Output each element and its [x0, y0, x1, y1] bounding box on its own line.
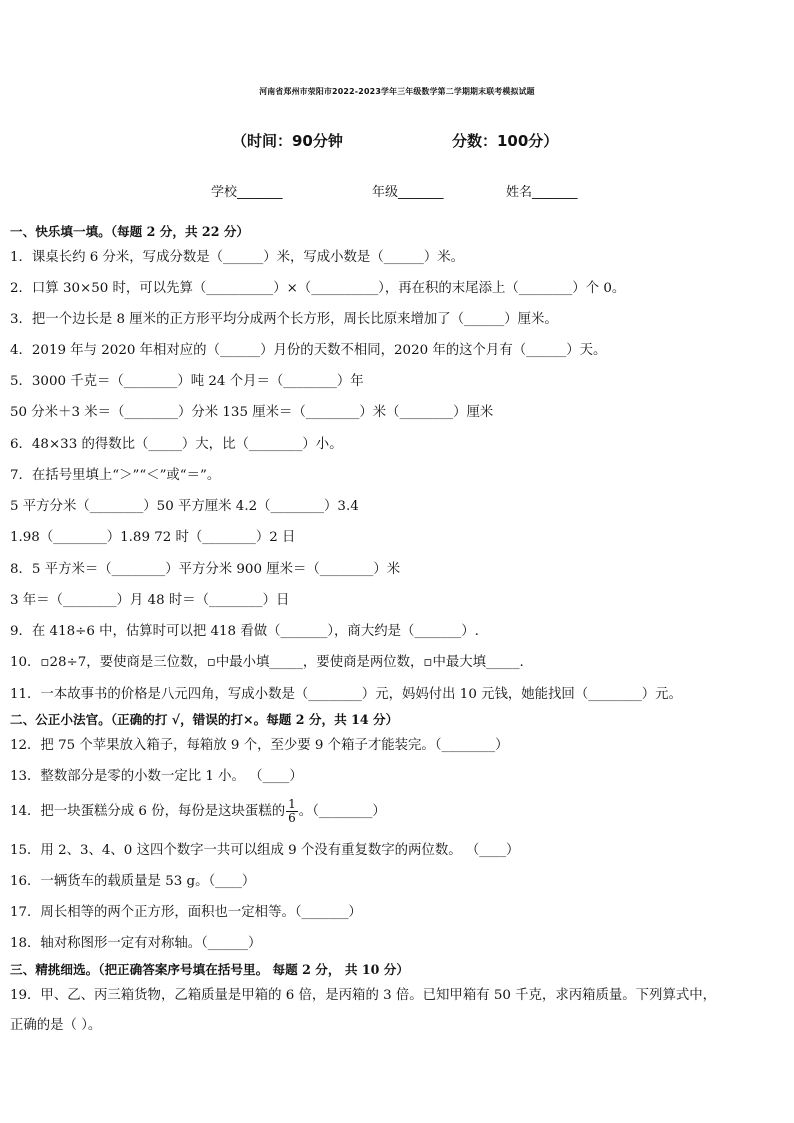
- question-3: 3．把一个边长是 8 厘米的正方形平均分成两个长方形，周长比原来增加了（______）厘米。: [10, 312, 558, 327]
- question-13: 13．整数部分是零的小数一定比 1 小。 （____）: [10, 769, 303, 784]
- question-7-line-1: 5 平方分米（________）50 平方厘米 4.2（________）3.4: [10, 499, 359, 514]
- exam-time: （时间：90分钟: [232, 132, 343, 150]
- question-10: 10．▫28÷7，要使商是三位数，▫中最小填_____，要使商是两位数，▫中最大填_____.: [10, 655, 524, 670]
- school-field: 学校_______: [211, 185, 283, 200]
- question-6: 6．48×33 的得数比（_____）大，比（________）小。: [10, 437, 343, 452]
- question-1: 1．课桌长约 6 分米，写成分数是（______）米，写成小数是（______）米。: [10, 250, 465, 265]
- question-18: 18．轴对称图形一定有对称轴。（______）: [10, 936, 262, 951]
- section-1-heading: 一、快乐填一填。（每题 2 分，共 22 分）: [10, 224, 250, 239]
- question-15: 15．用 2、3、4、0 这四个数字一共可以组成 9 个没有重复数字的两位数。 （____）: [10, 843, 520, 858]
- question-12: 12．把 75 个苹果放入箱子，每箱放 9 个，至少要 9 个箱子才能装完。（________）: [10, 738, 509, 753]
- grade-field: 年级_______: [372, 185, 444, 200]
- section-2-heading: 二、公正小法官。（正确的打 √，错误的打×。每题 2 分，共 14 分）: [10, 712, 399, 727]
- question-8-line-1: 8．5 平方米＝（________）平方分米 900 厘米＝（________）米: [10, 562, 401, 577]
- question-2: 2．口算 30×50 时，可以先算（__________）×（__________），再在积的末尾添上（________）个 0。: [10, 281, 626, 296]
- question-4: 4．2019 年与 2020 年相对应的（______）月份的天数不相同，2020 年的这个月有（______）天。: [10, 343, 607, 358]
- fraction-denominator: 6: [288, 811, 296, 825]
- question-5-line-2: 50 分米＋3 米＝（________）分米 135 厘米＝（________）米（________）厘米: [10, 405, 494, 420]
- question-9: 9．在 418÷6 中，估算时可以把 418 看做（_______），商大约是（_______）.: [10, 624, 479, 639]
- question-14-text: 14．把一块蛋糕分成 6 份，每份是这块蛋糕的: [10, 804, 286, 819]
- question-14: [10, 798, 386, 825]
- question-19-line-1: 19．甲、乙、丙三箱货物，乙箱质量是甲箱的 6 倍，是丙箱的 3 倍。已知甲箱有 50 千克，求丙箱质量。下列算式中，: [10, 988, 717, 1003]
- question-7: 7．在括号里填上“＞”“＜”或“＝”。: [10, 468, 221, 483]
- page-title: 河南省郑州市荥阳市2022-2023学年三年级数学第二学期期末联考模拟试题: [259, 87, 535, 96]
- section-3-heading: 三、精挑细选。（把正确答案序号填在括号里。 每题 2 分， 共 10 分）: [10, 962, 409, 977]
- question-11: 11．一本故事书的价格是八元四角，写成小数是（________）元，妈妈付出 10 元钱，她能找回（________）元。: [10, 687, 682, 702]
- question-7-line-2: 1.98（________）1.89 72 时（________）2 日: [10, 530, 296, 545]
- question-14-answer: 。（________）: [298, 804, 386, 819]
- question-8-line-2: 3 年＝（________）月 48 时＝（________）日: [10, 593, 290, 608]
- exam-score: 分数：100分）: [452, 132, 559, 150]
- question-5-line-1: 5．3000 千克＝（________）吨 24 个月＝（________）年: [10, 374, 364, 389]
- fraction-one-sixth: [286, 798, 298, 825]
- question-17: 17．周长相等的两个正方形，面积也一定相等。（_______）: [10, 905, 362, 920]
- name-field: 姓名_______: [506, 185, 578, 200]
- fraction-numerator: 1: [288, 797, 296, 811]
- question-19-line-2: 正确的是（ ）。: [10, 1018, 102, 1033]
- question-16: 16．一辆货车的载质量是 53 g。（____）: [10, 874, 256, 889]
